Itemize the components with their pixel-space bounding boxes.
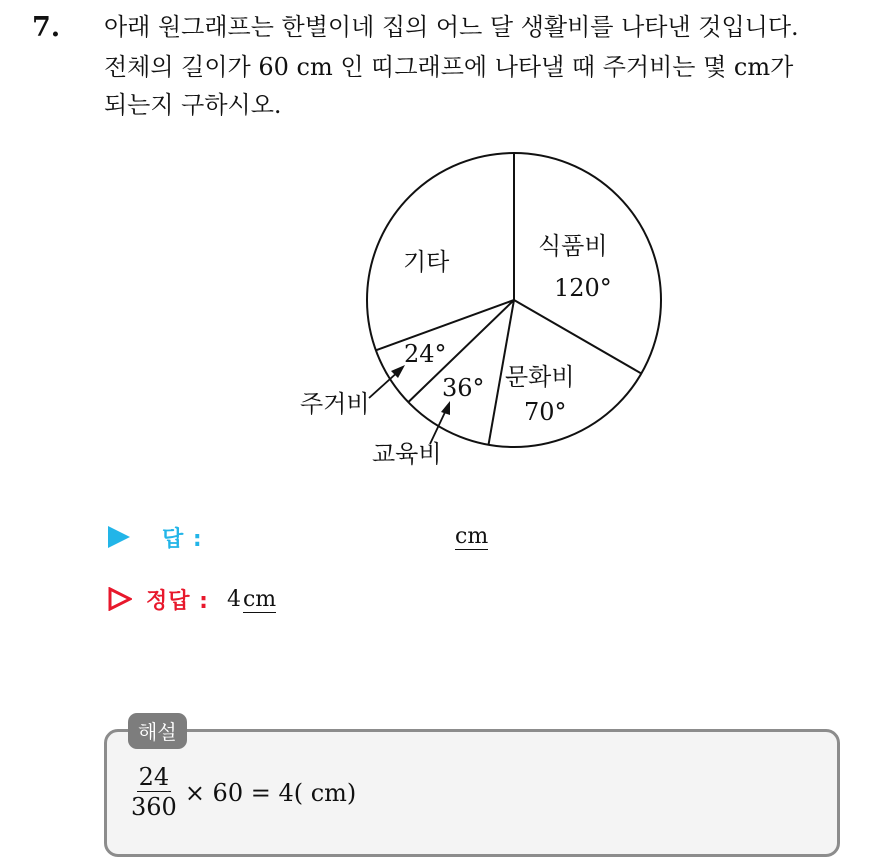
slice-value-food: 120° xyxy=(554,274,612,302)
slice-label-food: 식품비 xyxy=(538,232,608,260)
play-arrow-icon xyxy=(108,526,130,548)
fraction xyxy=(129,763,179,822)
question-text-line-1: 아래 원그래프는 한별이네 집의 어느 달 생활비를 나타낸 것입니다. xyxy=(104,13,799,41)
answer-label: 답 : xyxy=(162,526,203,552)
slice-label-education: 교육비 xyxy=(372,440,442,468)
slice-value-housing: 24° xyxy=(404,340,447,368)
slice-value-culture: 70° xyxy=(524,398,567,426)
explanation-formula xyxy=(129,763,356,822)
answer-unit: cm xyxy=(455,524,489,549)
question-text-line-2: 전체의 길이가 60 cm 인 띠그래프에 나타낼 때 주거비는 몇 cm가 xyxy=(104,53,794,81)
education-arrowhead xyxy=(441,401,450,415)
slice-label-culture: 문화비 xyxy=(505,363,575,391)
correct-number: 4 xyxy=(226,586,241,612)
correct-label: 정답 : xyxy=(146,588,209,614)
question-text-line-3: 되는지 구하시오. xyxy=(104,91,282,119)
slice-value-education: 36° xyxy=(442,374,485,402)
answer-blank[interactable] xyxy=(455,520,488,554)
correct-answer-row xyxy=(108,582,276,616)
slice-label-other: 기타 xyxy=(403,248,450,276)
correct-unit: cm xyxy=(242,586,277,612)
question-number: 7. xyxy=(32,12,61,43)
correct-value xyxy=(227,587,276,612)
slice-label-housing: 주거비 xyxy=(300,390,370,418)
education-leader-arrow xyxy=(430,408,447,444)
answer-row xyxy=(108,520,489,554)
fraction-denominator: 360 xyxy=(131,793,177,821)
fraction-numerator: 24 xyxy=(138,763,170,791)
explanation-tab: 해설 xyxy=(128,713,187,749)
outline-arrow-icon xyxy=(108,587,132,611)
formula-rest: × 60 = 4( cm) xyxy=(184,778,357,807)
